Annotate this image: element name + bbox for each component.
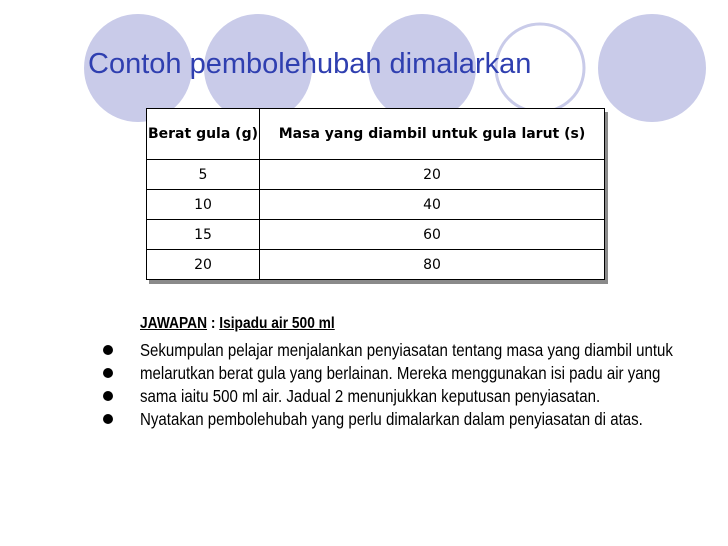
column-header: Masa yang diambil untuk gula larut (s)	[260, 109, 605, 160]
table-cell: 80	[260, 250, 605, 280]
decorative-circle	[598, 14, 706, 122]
table-cell: 60	[260, 220, 605, 250]
results-table	[146, 108, 605, 280]
table-cell: 10	[147, 190, 260, 220]
bullet-list	[100, 340, 720, 432]
bullet-icon	[103, 345, 113, 355]
list-item	[100, 363, 720, 384]
bullet-icon	[103, 414, 113, 424]
table-cell: 40	[260, 190, 605, 220]
list-item-text: melarutkan berat gula yang berlainan. Mereka menggunakan isi padu air yang	[140, 363, 661, 383]
table-header-row	[147, 109, 605, 160]
table-cell: 15	[147, 220, 260, 250]
list-item-text: Nyatakan pembolehubah yang perlu dimalarkan dalam penyiasatan di atas.	[140, 409, 643, 429]
table-cell: 5	[147, 160, 260, 190]
list-item-text: sama iaitu 500 ml air. Jadual 2 menunjukkan keputusan penyiasatan.	[140, 386, 601, 406]
answer-separator: :	[207, 315, 220, 332]
slide-title: Contoh pembolehubah dimalarkan	[88, 48, 532, 80]
table-cell: 20	[147, 250, 260, 280]
column-header: Berat gula (g)	[147, 109, 260, 160]
bullet-icon	[103, 391, 113, 401]
list-item-text: Sekumpulan pelajar menjalankan penyiasatan tentang masa yang diambil untuk	[140, 340, 673, 360]
table-row	[147, 250, 605, 280]
list-item	[100, 386, 720, 407]
answer-value: Isipadu air 500 ml	[219, 315, 335, 332]
answer-line	[140, 315, 335, 333]
list-item	[100, 340, 720, 361]
answer-label: JAWAPAN	[140, 315, 208, 332]
bullet-icon	[103, 368, 113, 378]
table-row	[147, 160, 605, 190]
list-item	[100, 409, 720, 430]
table-cell: 20	[260, 160, 605, 190]
table-row	[147, 220, 605, 250]
table-row	[147, 190, 605, 220]
